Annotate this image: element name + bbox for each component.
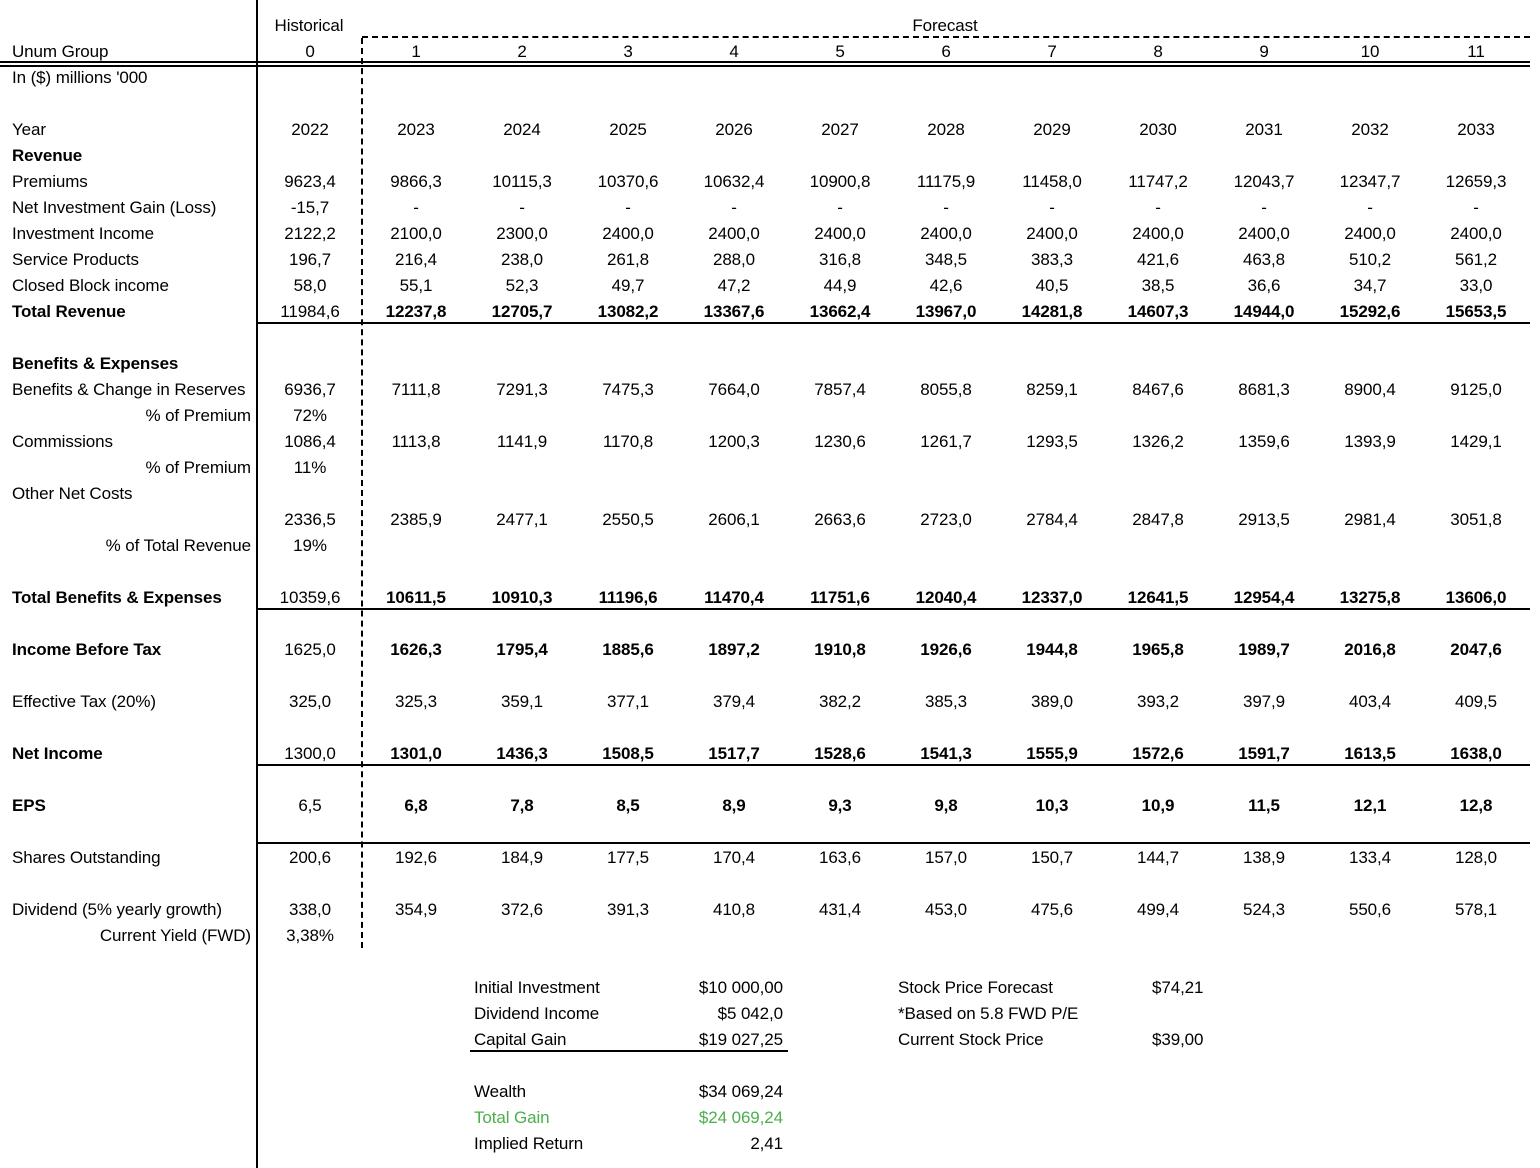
- row-value: 1200,3: [708, 432, 760, 451]
- row-value: 1359,6: [1238, 432, 1290, 451]
- row-value: 216,4: [394, 250, 438, 269]
- row-value: 19%: [293, 536, 327, 555]
- row-value: 1141,9: [496, 432, 548, 451]
- row-value: 1885,6: [602, 640, 654, 659]
- row-value: 288,0: [712, 250, 756, 269]
- row-value: 184,9: [500, 848, 544, 867]
- row-label: Effective Tax (20%): [12, 692, 156, 711]
- row-value: 403,4: [1348, 692, 1392, 711]
- row-value: 550,6: [1348, 900, 1392, 919]
- net-income-rule: [258, 764, 1530, 766]
- period-index: 7: [1047, 42, 1057, 61]
- row-value: 11747,2: [1128, 172, 1188, 191]
- row-label: % of Premium: [145, 406, 251, 425]
- row-value: 2981,4: [1344, 510, 1396, 529]
- row-value: 138,9: [1242, 848, 1286, 867]
- row-value: 2100,0: [390, 224, 442, 243]
- row-value: 1436,3: [496, 744, 548, 763]
- row-value: 510,2: [1348, 250, 1392, 269]
- row-value: 325,3: [394, 692, 438, 711]
- row-value: -: [1155, 198, 1161, 217]
- row-value: 55,1: [399, 276, 433, 295]
- row-value: 7664,0: [708, 380, 760, 399]
- row-label: Total Benefits & Expenses: [12, 588, 222, 607]
- row-value: 128,0: [1454, 848, 1498, 867]
- row-value: 2477,1: [496, 510, 548, 529]
- row-value: 11,5: [1248, 796, 1280, 815]
- row-value: 377,1: [606, 692, 650, 711]
- row-value: 9125,0: [1450, 380, 1502, 399]
- company-name: Unum Group: [12, 42, 109, 61]
- row-value: 12641,5: [1127, 588, 1189, 607]
- row-value: 11196,6: [598, 588, 658, 607]
- row-value: -: [1367, 198, 1373, 217]
- period-index: 11: [1467, 42, 1485, 61]
- row-label: Current Yield (FWD): [99, 926, 251, 945]
- row-value: 52,3: [505, 276, 539, 295]
- row-value: 385,3: [924, 692, 968, 711]
- row-value: 409,5: [1454, 692, 1498, 711]
- row-value: 561,2: [1454, 250, 1498, 269]
- row-value: 13662,4: [809, 302, 871, 321]
- row-value: 9623,4: [284, 172, 336, 191]
- row-value: 12337,0: [1021, 588, 1083, 607]
- row-value: 1926,6: [920, 640, 972, 659]
- row-value: 196,7: [288, 250, 332, 269]
- row-value: -15,7: [290, 198, 330, 217]
- row-value: 383,3: [1030, 250, 1074, 269]
- row-value: 14281,8: [1021, 302, 1083, 321]
- row-value: 410,8: [712, 900, 756, 919]
- row-value: 2030: [1139, 120, 1177, 139]
- row-label: Shares Outstanding: [12, 848, 161, 867]
- row-value: 2550,5: [602, 510, 654, 529]
- row-value: 2723,0: [920, 510, 972, 529]
- summary-label: Implied Return: [474, 1134, 584, 1153]
- row-value: 1230,6: [814, 432, 866, 451]
- row-value: 36,6: [1247, 276, 1281, 295]
- row-value: 348,5: [924, 250, 968, 269]
- row-value: 10632,4: [703, 172, 765, 191]
- row-value: 463,8: [1242, 250, 1286, 269]
- row-value: 8900,4: [1344, 380, 1396, 399]
- period-index: 9: [1259, 42, 1269, 61]
- historical-label: Historical: [274, 16, 344, 35]
- row-value: 11470,4: [704, 588, 764, 607]
- row-value: 1638,0: [1450, 744, 1502, 763]
- row-label: Benefits & Change in Reserves: [12, 380, 246, 399]
- row-value: -: [943, 198, 949, 217]
- row-value: 261,8: [606, 250, 650, 269]
- period-index: 5: [835, 42, 845, 61]
- row-value: 2023: [397, 120, 435, 139]
- row-value: 14607,3: [1127, 302, 1189, 321]
- row-value: -: [837, 198, 843, 217]
- row-value: 9,8: [934, 796, 958, 815]
- row-value: 2122,2: [284, 224, 336, 243]
- row-value: 2028: [927, 120, 965, 139]
- row-value: 10115,3: [492, 172, 552, 191]
- row-value: 1170,8: [602, 432, 654, 451]
- row-label: Net Income: [12, 744, 103, 763]
- row-value: 2400,0: [602, 224, 654, 243]
- row-value: 10,9: [1141, 796, 1175, 815]
- row-value: 58,0: [293, 276, 327, 295]
- row-value: 12659,3: [1445, 172, 1507, 191]
- price-label: *Based on 5.8 FWD P/E: [898, 1004, 1079, 1023]
- row-value: 2400,0: [1450, 224, 1502, 243]
- row-value: 2024: [503, 120, 541, 139]
- row-value: -: [625, 198, 631, 217]
- row-value: -: [519, 198, 525, 217]
- row-label: % of Total Revenue: [105, 536, 251, 555]
- units-note: In ($) millions '000: [12, 68, 148, 87]
- period-index: 8: [1153, 42, 1163, 61]
- row-label: Investment Income: [12, 224, 154, 243]
- row-value: 157,0: [924, 848, 968, 867]
- header-double-rule-top: [0, 61, 1530, 63]
- row-value: 6936,7: [284, 380, 336, 399]
- row-value: 578,1: [1454, 900, 1498, 919]
- row-value: 391,3: [606, 900, 650, 919]
- row-value: -: [1261, 198, 1267, 217]
- row-value: 1300,0: [284, 744, 336, 763]
- row-value: -: [1049, 198, 1055, 217]
- row-value: 1910,8: [814, 640, 866, 659]
- row-label: Premiums: [12, 172, 88, 191]
- row-value: 1989,7: [1238, 640, 1290, 659]
- row-value: 13367,6: [703, 302, 765, 321]
- row-value: 397,9: [1242, 692, 1286, 711]
- label-column-divider: [256, 0, 258, 1168]
- row-value: 10359,6: [279, 588, 341, 607]
- row-value: 2400,0: [920, 224, 972, 243]
- row-value: 2400,0: [708, 224, 760, 243]
- row-value: 10,3: [1035, 796, 1069, 815]
- row-value: 2336,5: [284, 510, 336, 529]
- row-value: 13275,8: [1339, 588, 1401, 607]
- row-value: 1625,0: [284, 640, 336, 659]
- row-value: 499,4: [1136, 900, 1180, 919]
- row-value: 6,5: [298, 796, 322, 815]
- row-value: 2400,0: [1344, 224, 1396, 243]
- row-value: 8,9: [722, 796, 746, 815]
- summary-value: $34 069,24: [698, 1082, 783, 1101]
- row-value: 2400,0: [1238, 224, 1290, 243]
- row-value: -: [731, 198, 737, 217]
- row-value: 12043,7: [1233, 172, 1295, 191]
- row-value: -: [1473, 198, 1479, 217]
- row-label: Closed Block income: [12, 276, 169, 295]
- capital-gain-rule: [470, 1050, 788, 1052]
- row-value: 325,0: [288, 692, 332, 711]
- row-value: 2032: [1351, 120, 1389, 139]
- row-value: 475,6: [1030, 900, 1074, 919]
- row-value: 9866,3: [390, 172, 442, 191]
- row-value: 33,0: [1459, 276, 1493, 295]
- row-value: 1301,0: [390, 744, 442, 763]
- row-value: 2400,0: [1132, 224, 1184, 243]
- summary-value: 2,41: [750, 1134, 783, 1153]
- row-value: 44,9: [823, 276, 857, 295]
- price-label: Stock Price Forecast: [898, 978, 1053, 997]
- row-value: 1293,5: [1026, 432, 1078, 451]
- row-value: 2847,8: [1132, 510, 1184, 529]
- row-value: 12,8: [1459, 796, 1493, 815]
- period-index: 10: [1360, 42, 1380, 61]
- row-value: 11175,9: [916, 172, 976, 191]
- row-value: 372,6: [500, 900, 544, 919]
- row-value: -: [413, 198, 419, 217]
- row-value: 1429,1: [1450, 432, 1502, 451]
- row-label: Dividend (5% yearly growth): [12, 900, 222, 919]
- row-value: 2913,5: [1238, 510, 1290, 529]
- row-value: 13082,2: [597, 302, 659, 321]
- row-value: 2047,6: [1450, 640, 1502, 659]
- summary-value: $24 069,24: [698, 1108, 783, 1127]
- summary-label: Wealth: [474, 1082, 527, 1101]
- row-value: 200,6: [288, 848, 332, 867]
- row-value: 1965,8: [1132, 640, 1184, 659]
- row-value: 1572,6: [1132, 744, 1184, 763]
- row-value: 7475,3: [602, 380, 654, 399]
- row-value: 6,8: [404, 796, 428, 815]
- row-value: 177,5: [606, 848, 650, 867]
- row-value: 1555,9: [1026, 744, 1078, 763]
- row-label: Service Products: [12, 250, 139, 269]
- price-value: $74,21: [1152, 978, 1204, 997]
- row-value: 150,7: [1030, 848, 1074, 867]
- row-value: 15653,5: [1445, 302, 1507, 321]
- row-value: 1897,2: [708, 640, 760, 659]
- row-value: 133,4: [1348, 848, 1392, 867]
- row-value: 10370,6: [597, 172, 659, 191]
- row-value: 2300,0: [496, 224, 548, 243]
- row-value: 170,4: [712, 848, 756, 867]
- row-value: 1528,6: [814, 744, 866, 763]
- row-value: 10910,3: [491, 588, 553, 607]
- row-value: 2385,9: [390, 510, 442, 529]
- summary-label: Dividend Income: [474, 1004, 600, 1023]
- price-label: Current Stock Price: [898, 1030, 1044, 1049]
- historical-forecast-divider: [361, 38, 363, 948]
- row-value: 13606,0: [1445, 588, 1507, 607]
- price-value: $39,00: [1152, 1030, 1204, 1049]
- row-value: 338,0: [288, 900, 332, 919]
- row-value: 2026: [715, 120, 753, 139]
- summary-label: Capital Gain: [474, 1030, 567, 1049]
- row-value: 2663,6: [814, 510, 866, 529]
- row-label: Net Investment Gain (Loss): [12, 198, 217, 217]
- row-value: 7,8: [510, 796, 534, 815]
- forecast-header-dashline: [362, 36, 1530, 38]
- row-value: 1944,8: [1026, 640, 1078, 659]
- row-value: 393,2: [1136, 692, 1180, 711]
- row-value: 8467,6: [1132, 380, 1184, 399]
- summary-value: $10 000,00: [698, 978, 783, 997]
- row-value: 10611,5: [386, 588, 446, 607]
- row-value: 192,6: [394, 848, 438, 867]
- row-value: 47,2: [717, 276, 751, 295]
- row-value: 1613,5: [1344, 744, 1396, 763]
- row-value: 8055,8: [920, 380, 972, 399]
- period-index: 1: [411, 42, 421, 61]
- row-value: 72%: [293, 406, 327, 425]
- header-double-rule-bottom: [0, 65, 1530, 67]
- row-value: 1517,7: [708, 744, 760, 763]
- total-expenses-rule: [258, 608, 1530, 610]
- row-value: 15292,6: [1339, 302, 1401, 321]
- row-value: 431,4: [818, 900, 862, 919]
- row-label: Total Revenue: [12, 302, 126, 321]
- row-value: 1795,4: [496, 640, 548, 659]
- summary-label: Initial Investment: [474, 978, 600, 997]
- row-value: 42,6: [929, 276, 963, 295]
- row-label: Commissions: [12, 432, 113, 451]
- row-label: Other Net Costs: [12, 484, 133, 503]
- period-index: 3: [623, 42, 633, 61]
- row-value: 7111,8: [391, 380, 441, 399]
- row-value: 10900,8: [809, 172, 871, 191]
- row-label: Year: [12, 120, 46, 139]
- row-label: Income Before Tax: [12, 640, 162, 659]
- row-value: 2022: [291, 120, 329, 139]
- period-index: 4: [729, 42, 739, 61]
- row-value: 421,6: [1136, 250, 1180, 269]
- row-value: 12,1: [1353, 796, 1387, 815]
- row-value: 316,8: [818, 250, 862, 269]
- row-value: 1541,3: [920, 744, 972, 763]
- row-value: 1326,2: [1132, 432, 1184, 451]
- row-value: 7857,4: [814, 380, 866, 399]
- row-value: 12237,8: [385, 302, 447, 321]
- row-value: 12954,4: [1233, 588, 1295, 607]
- row-value: 2784,4: [1026, 510, 1078, 529]
- row-value: 34,7: [1353, 276, 1387, 295]
- row-value: 40,5: [1035, 276, 1069, 295]
- row-label: EPS: [12, 796, 46, 815]
- row-value: 1113,8: [391, 432, 441, 451]
- row-value: 2400,0: [1026, 224, 1078, 243]
- row-value: 1626,3: [390, 640, 442, 659]
- row-value: 8,5: [616, 796, 640, 815]
- row-value: 2025: [609, 120, 647, 139]
- row-value: 1393,9: [1344, 432, 1396, 451]
- row-value: 238,0: [500, 250, 544, 269]
- row-value: 12040,4: [915, 588, 977, 607]
- row-value: 49,7: [611, 276, 645, 295]
- row-value: 11458,0: [1022, 172, 1082, 191]
- row-value: 3,38%: [286, 926, 334, 945]
- row-value: 389,0: [1030, 692, 1074, 711]
- row-value: 8681,3: [1238, 380, 1290, 399]
- forecast-label: Forecast: [912, 16, 978, 35]
- row-value: 354,9: [394, 900, 438, 919]
- row-value: 382,2: [818, 692, 862, 711]
- row-value: 7291,3: [496, 380, 548, 399]
- row-value: 2027: [821, 120, 859, 139]
- row-value: 14944,0: [1233, 302, 1295, 321]
- row-value: 11984,6: [280, 302, 340, 321]
- row-value: 8259,1: [1026, 380, 1078, 399]
- summary-value: $19 027,25: [698, 1030, 783, 1049]
- row-value: 3051,8: [1450, 510, 1502, 529]
- row-value: 2400,0: [814, 224, 866, 243]
- row-value: 1086,4: [284, 432, 336, 451]
- row-label: % of Premium: [145, 458, 251, 477]
- row-value: 38,5: [1141, 276, 1175, 295]
- row-value: 12705,7: [491, 302, 553, 321]
- row-value: 1261,7: [920, 432, 972, 451]
- row-label: Benefits & Expenses: [12, 354, 179, 373]
- row-value: 453,0: [924, 900, 968, 919]
- eps-rule: [258, 842, 1530, 844]
- period-index: 0: [305, 42, 315, 61]
- summary-value: $5 042,0: [717, 1004, 783, 1023]
- row-value: 12347,7: [1339, 172, 1401, 191]
- row-label: Revenue: [12, 146, 83, 165]
- row-value: 2029: [1033, 120, 1071, 139]
- row-value: 11%: [293, 458, 327, 477]
- row-value: 2031: [1245, 120, 1283, 139]
- row-value: 2033: [1457, 120, 1495, 139]
- row-value: 524,3: [1242, 900, 1286, 919]
- row-value: 1508,5: [602, 744, 654, 763]
- total-revenue-rule: [258, 322, 1530, 324]
- row-value: 163,6: [818, 848, 862, 867]
- row-value: 1591,7: [1238, 744, 1290, 763]
- row-value: 11751,6: [810, 588, 870, 607]
- row-value: 359,1: [500, 692, 544, 711]
- row-value: 9,3: [828, 796, 852, 815]
- summary-label: Total Gain: [474, 1108, 550, 1127]
- row-value: 2016,8: [1344, 640, 1396, 659]
- row-value: 144,7: [1136, 848, 1180, 867]
- row-value: 13967,0: [915, 302, 977, 321]
- row-value: 2606,1: [708, 510, 760, 529]
- period-index: 6: [941, 42, 951, 61]
- period-index: 2: [517, 42, 527, 61]
- row-value: 379,4: [712, 692, 756, 711]
